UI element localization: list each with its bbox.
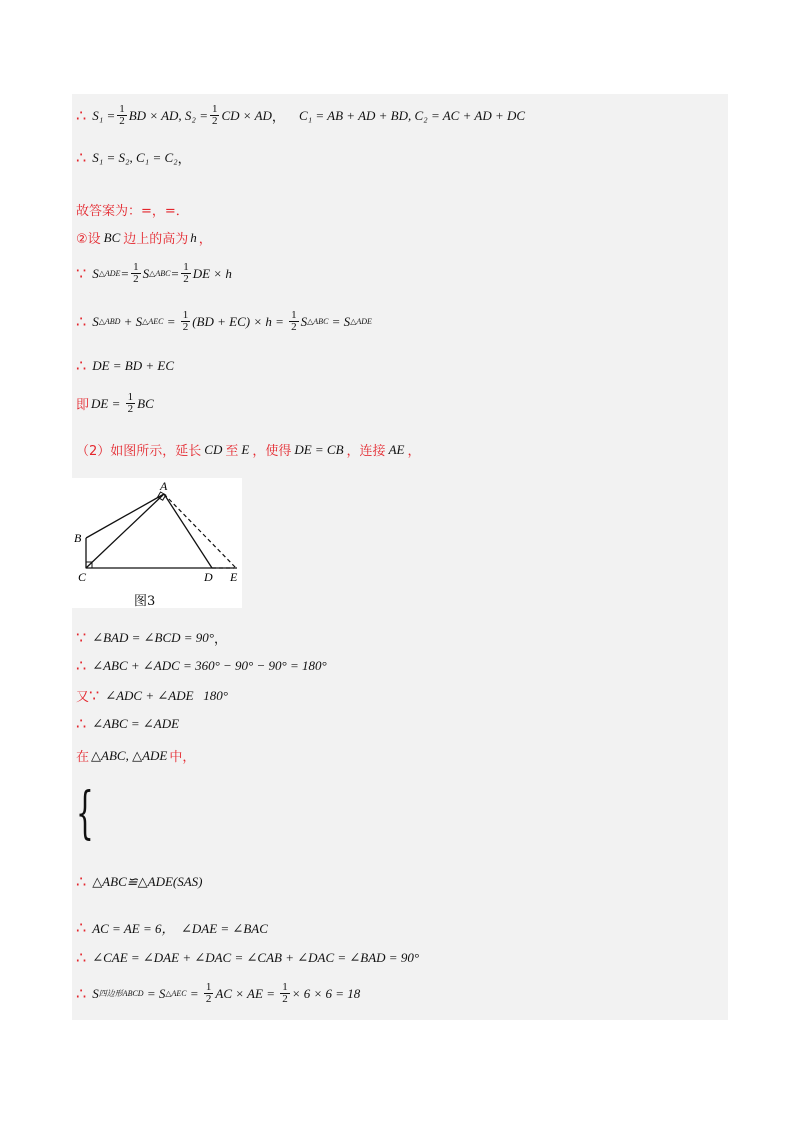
label-c: C [78,570,87,584]
formula-part: E [241,441,250,457]
therefore-symbol: ∴ [76,148,87,167]
setup-text: ②设 [76,232,101,247]
fraction-numerator: 1 [133,261,139,273]
fraction-denominator: 2 [282,993,288,1005]
setup-text: （2）如图所示，延长 [76,444,202,459]
formula-line-7 [76,356,174,375]
label-b: B [74,531,82,545]
formula-part: = [170,265,180,281]
therefore-symbol: ∴ [76,872,87,891]
formula-line-11 [76,656,327,675]
subscript: △AEC [165,989,187,998]
formula-line-1 [76,104,525,127]
answer-text: 故答案为：=，=． [76,204,189,219]
formula-part: S [92,265,99,281]
label-e: E [230,570,238,584]
formula-part: S [92,985,99,1001]
formula-part: ∠ADC + ∠ADE 180° [105,687,228,703]
formula-part: S [300,313,308,329]
formula-part: S₁ = [92,107,116,123]
formula-part: = S [328,313,351,329]
formula-part: ， [177,151,191,166]
setup-text: 即 [76,398,90,413]
formula-part: DE = [91,395,124,411]
therefore-symbol: ∴ [76,312,87,331]
fraction [181,310,191,333]
quadrilateral-diagram [72,478,242,608]
fraction [289,310,299,333]
fraction-denominator: 2 [211,115,218,127]
formula-part: CD × AD [221,107,272,123]
formula-part: S₁ = S₂, C₁ = C₂ [92,149,178,165]
fraction [117,104,127,127]
label-d: D [204,570,213,584]
formula-line-15 [76,872,203,891]
formula-line-12 [76,686,228,705]
formula-part: = [163,313,179,329]
congruence-conditions [76,781,114,846]
formula-part: ∠ABC = ∠ADE [92,715,180,731]
because-symbol: ∵ [76,628,87,647]
fraction-numerator: 1 [205,981,212,993]
setup-text: 边上的高为 [123,232,189,247]
setup-text: ， [198,232,212,247]
figure-caption: 图3 [134,594,156,609]
segment-ad [164,494,212,568]
therefore-symbol: ∴ [76,656,87,675]
formula-part: S [142,265,150,281]
formula-part: BC [103,229,121,245]
formula-part: = [186,985,202,1001]
formula-line-16 [76,918,268,937]
formula-line-5 [76,262,232,285]
therefore-symbol: ∴ [76,948,87,967]
formula-line-6 [76,310,372,333]
fraction-denominator: 2 [183,273,189,285]
fraction [131,262,141,285]
fraction-denominator: 2 [119,115,125,127]
formula-line-17 [76,948,419,967]
setup-text: 中， [169,750,196,765]
formula-part: BD × AD, S₂ = [128,107,208,123]
formula-part: S [92,313,99,329]
fraction-denominator: 2 [291,321,297,333]
formula-line-10 [76,628,227,647]
therefore-symbol: ∴ [76,984,87,1003]
formula-part: ∠CAE = ∠DAE + ∠DAC = ∠CAB + ∠DAC = ∠BAD = 90° [92,949,420,965]
fraction-numerator: 1 [183,261,189,273]
answer-line [76,200,189,219]
formula-line-18 [76,982,360,1005]
formula-part: + S [120,313,143,329]
formula-part: ， [271,109,285,124]
height-setup-line [76,228,212,247]
formula-part: ∠ABC + ∠ADC = 360° − 90° − 90° = 180° [92,657,327,673]
subscript: △ABC [307,317,329,326]
setup-text: 在 [76,750,90,765]
formula-part: △ABC≌△ADE(SAS) [92,873,203,889]
fraction [204,982,214,1005]
fraction [280,982,290,1005]
geometry-figure-3 [72,478,242,608]
fraction-numerator: 1 [182,309,189,321]
construction-line [76,440,420,459]
subscript: △ABD [98,317,121,326]
formula-line-14 [76,746,195,765]
formula-part: AC = AE = 6， ∠DAE = ∠BAC [92,921,268,936]
subscript: △AEC [142,317,164,326]
formula-part: × 6 × 6 = 18 [291,985,361,1001]
therefore-symbol: ∴ [76,918,87,937]
formula-part: ∠BAD = ∠BCD = 90° [92,629,214,645]
subscript: △ADE [350,317,372,326]
setup-text: ， [407,444,421,459]
because-symbol: ∵ [76,264,87,283]
fraction-numerator: 1 [127,391,134,403]
because-symbol: ∵ [89,686,100,705]
formula-part: (BD + EC) × h = [192,313,288,329]
formula-part: C₁ = AB + AD + BD, C₂ = AC + AD + DC [298,107,526,123]
left-brace: { [76,781,94,846]
formula-line-8 [76,392,154,415]
fraction-numerator: 1 [291,309,297,321]
fraction-denominator: 2 [182,321,189,333]
subscript: 四边形ABCD [98,989,144,998]
therefore-symbol: ∴ [76,356,87,375]
formula-part: DE = CB [294,441,344,457]
setup-text: ，连接 [346,444,386,459]
setup-text: ，使得 [252,444,292,459]
fraction [126,392,136,415]
fraction-denominator: 2 [127,403,134,415]
therefore-symbol: ∴ [76,714,87,733]
formula-part: AE [388,441,405,457]
formula-part: DE = BD + EC [92,357,175,373]
label-a: A [160,479,168,493]
setup-text: 又 [76,690,90,705]
formula-part: h [190,229,197,245]
formula-part: = S [143,985,166,1001]
formula-part: BC [137,395,154,411]
formula-part: △ABC, △ADE [91,747,168,763]
fraction-denominator: 2 [205,993,212,1005]
fraction-numerator: 1 [211,103,218,115]
formula-part: ， [214,631,228,646]
subscript: △ADE [98,269,121,278]
segment-ae-dashed [164,494,236,568]
formula-line-13 [76,714,179,733]
fraction-numerator: 1 [282,981,288,993]
setup-text: 至 [225,444,239,459]
formula-part: CD [204,441,223,457]
formula-part: DE × h [192,265,232,281]
fraction-numerator: 1 [119,103,125,115]
formula-part: AC × AE = [215,985,279,1001]
therefore-symbol: ∴ [76,106,87,125]
fraction [181,262,191,285]
fraction-denominator: 2 [133,273,139,285]
subscript: △ABC [149,269,171,278]
formula-line-2 [76,148,191,167]
formula-part: = [120,265,130,281]
fraction [210,104,220,127]
